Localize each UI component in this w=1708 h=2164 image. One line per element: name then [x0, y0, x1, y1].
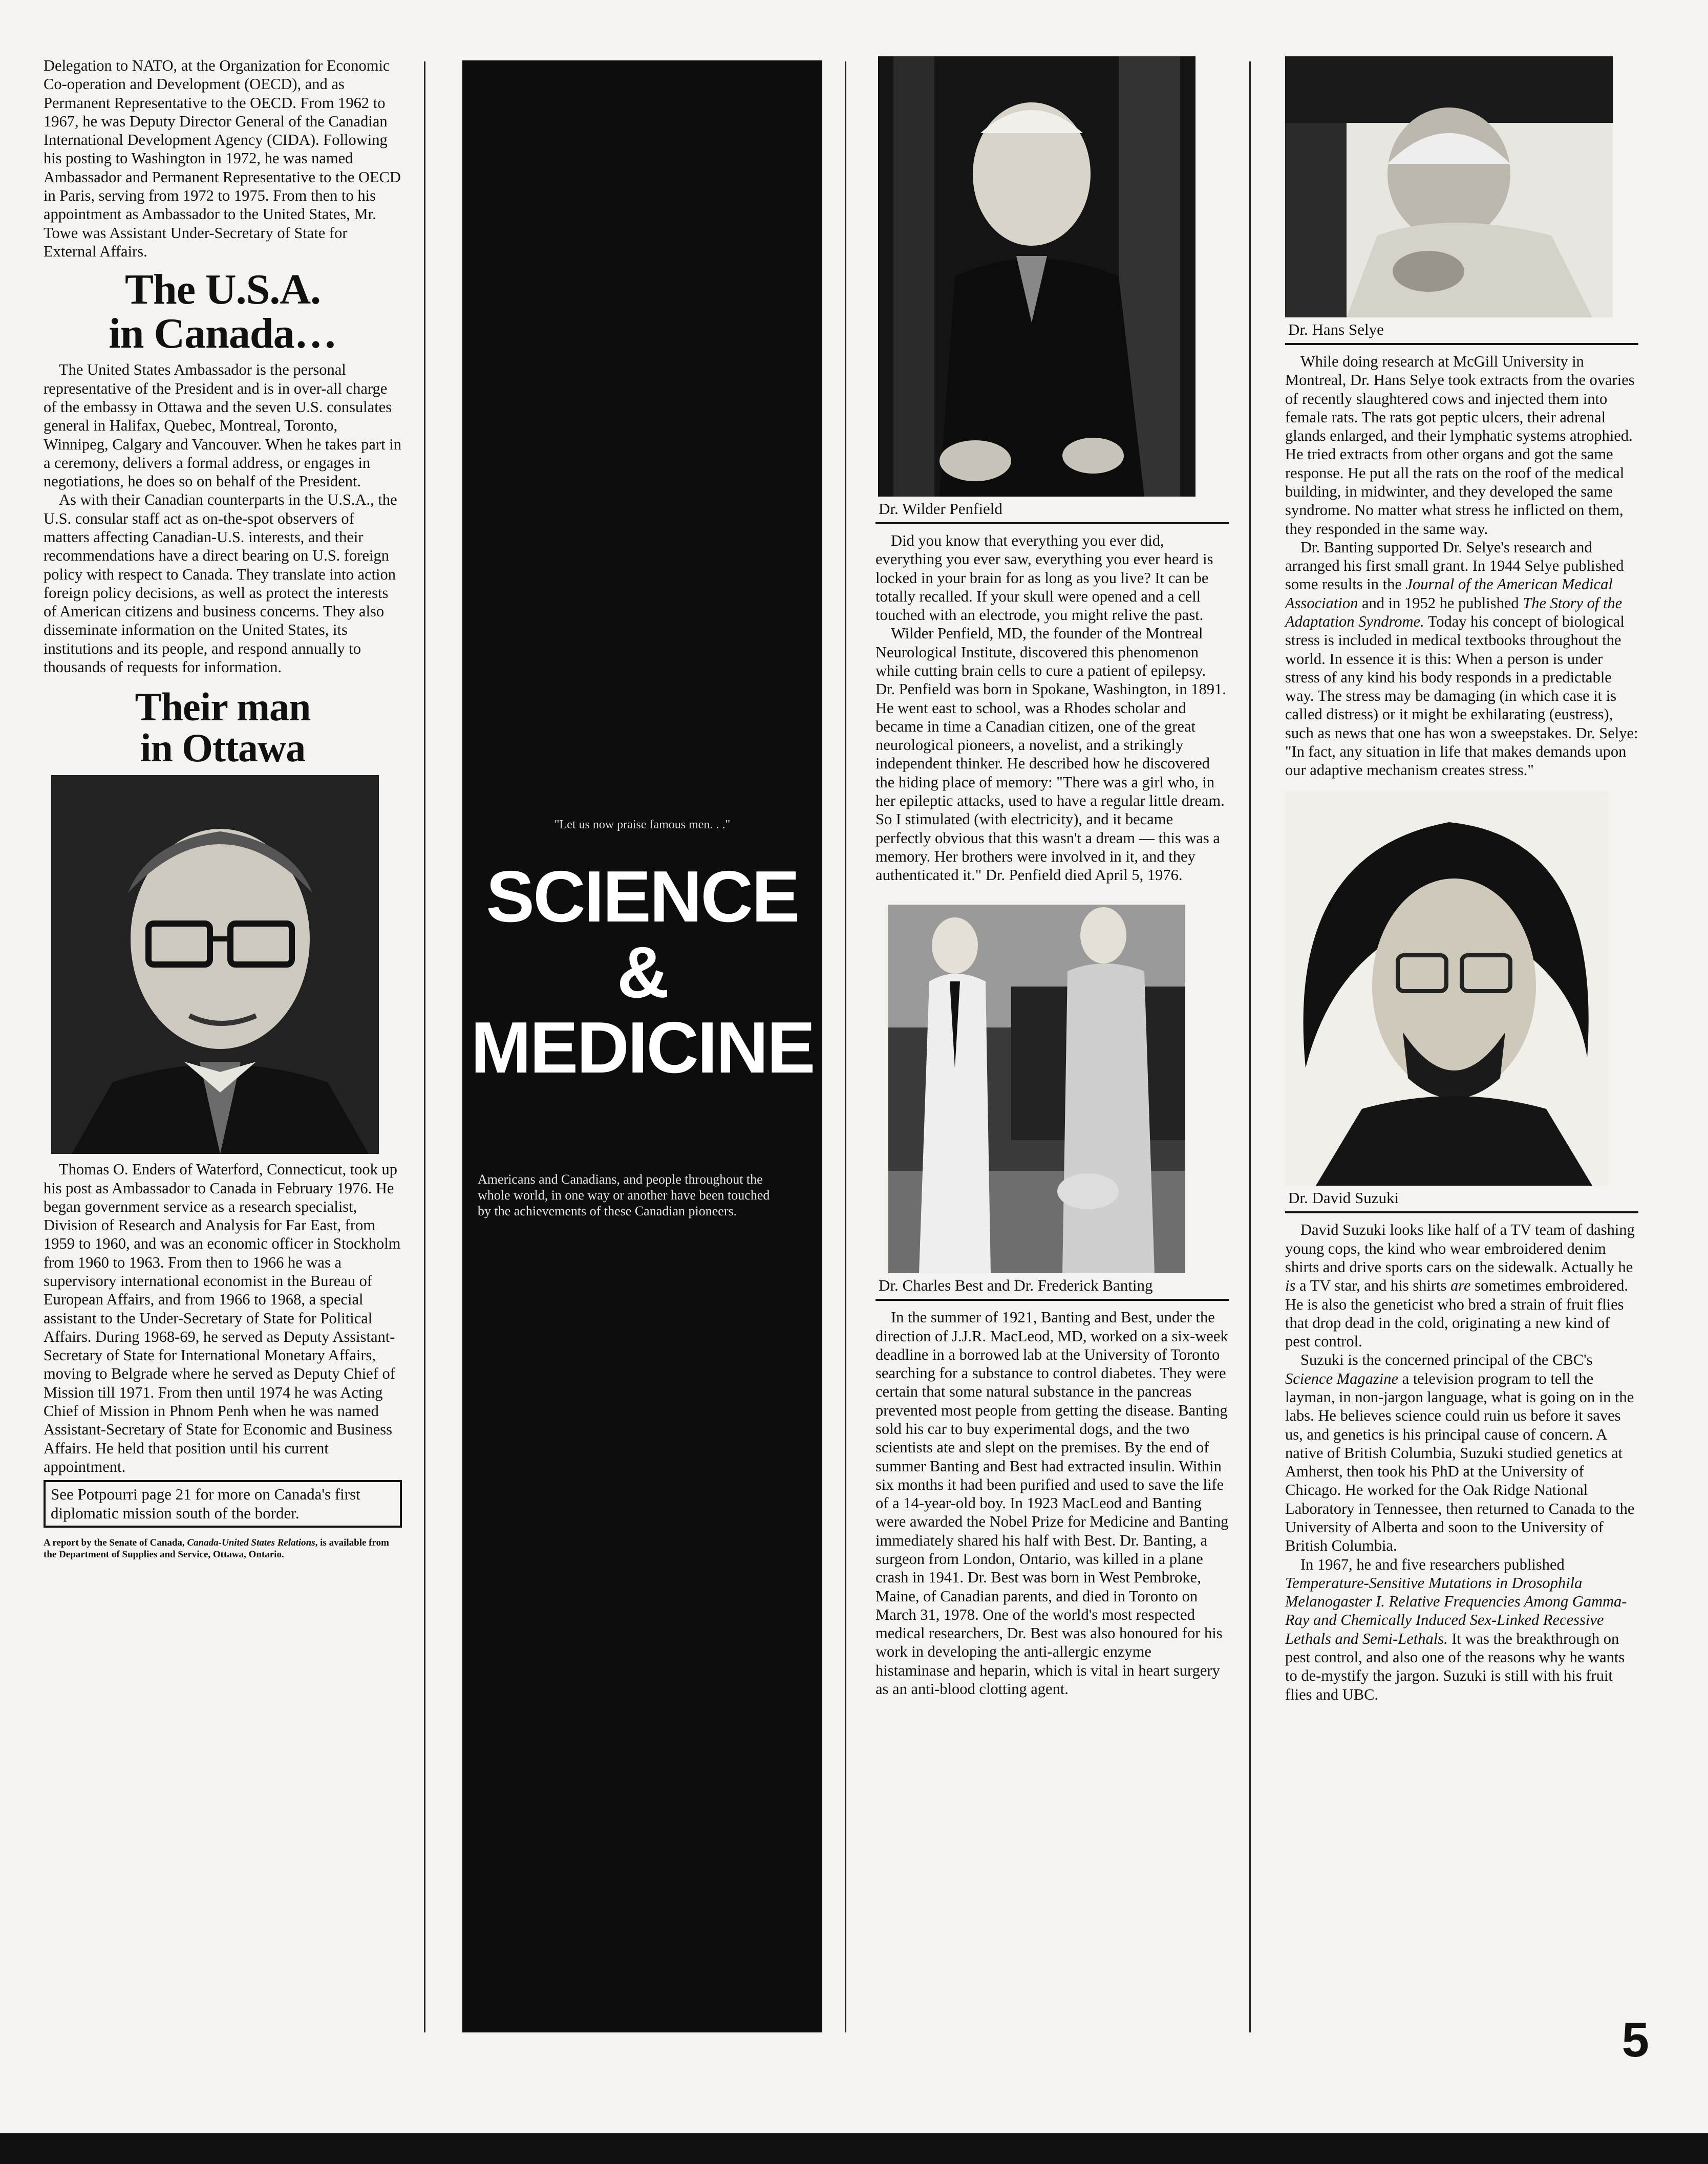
headline-usa-line2: in Canada… — [109, 309, 337, 357]
banner-intro-text: Americans and Canadians, and people throughout the whole world, in one way or another have been touched by the achievements of these Canadian pioneers. — [478, 1172, 770, 1219]
headline-their-man-line2: in Ottawa — [140, 725, 306, 770]
selye-p2-text-c: and in 1952 he published — [1358, 594, 1523, 612]
caption-selye: Dr. Hans Selye — [1288, 320, 1384, 338]
suzuki-p1-is: is — [1285, 1277, 1296, 1295]
caption-rule-suzuki — [1285, 1211, 1638, 1213]
headline-their-man-line1: Their man — [135, 684, 311, 730]
headline-usa-line1: The U.S.A. — [124, 266, 321, 314]
selye-p2-text-a: Dr. Banting supported Dr. Selye's research and arranged his first small grant. In 1944 Selye published some results in the — [1285, 538, 1624, 593]
photo-thomas-enders — [51, 775, 379, 1154]
caption-best-banting: Dr. Charles Best and Dr. Frederick Banting — [879, 1276, 1153, 1295]
selye-paragraph-2 — [1285, 538, 1638, 780]
banting-best-paragraph: In the summer of 1921, Banting and Best, under the direction of J.J.R. MacLeod, MD, worked on a six-week deadline in a borrowed lab at the University of Toronto searching for a substance to control diabetes. They were certain that some natural substance in the pancreas prevented most people from getting the disease. Banting sold his car to buy experimental dogs, and the two scientists ate and slept on the premises. By the end of summer Banting and Best had extracted insulin. Within six months it had been purified and used to save the life of a 14-year-old boy. In 1923 MacLeod and Banting were awarded the Nobel Prize for Medicine and Banting immediately shared his half with Best. Dr. Banting, a surgeon from London, Ontario, was killed in a plane crash in 1941. Dr. Best was born in West Pembroke, Maine, of Canadian parents, and died in Toronto on March 31, 1978. One of the world's most respected medical researchers, Dr. Best was also honoured for his work in developing the anti-allergic enzyme histaminase and heparin, which is vital in heart surgery as an anti-blood clotting agent. — [876, 1309, 1229, 1698]
banner-title — [462, 856, 822, 1089]
enders-article — [44, 1160, 402, 1476]
column-rule-2 — [845, 61, 846, 2032]
suzuki-article — [1285, 1220, 1638, 1703]
suzuki-paragraph-2 — [1285, 1351, 1638, 1555]
suzuki-p3-paper-title: Temperature-Sensitive Mutations in Drosophila Melanogaster I. Relative Frequencies Among Gamma-Ray and Chemically Induced Sex-Linked Recessive Lethals and Semi-Lethals. — [1285, 1574, 1627, 1647]
towe-bio-text: Delegation to NATO, at the Organization for Economic Co-operation and Development (OECD), and as Permanent Representative to the OECD. From 1962 to 1967, he was Deputy Director General of the Canadian International Development Agency (CIDA). Following his posting to Washington in 1972, he was named Ambassador and Permanent Representative to the OECD in Paris, serving from 1972 to 1975. From then to his appointment as Ambassador to the United States, Mr. Towe was Assistant Under-Secretary of State for External Affairs. — [44, 57, 401, 260]
selye-article — [1285, 352, 1638, 779]
usa-article — [44, 360, 402, 676]
best-banting-photo-image — [888, 905, 1185, 1273]
column-selye-suzuki — [1285, 56, 1638, 1704]
science-medicine-banner — [462, 60, 822, 2032]
penfield-paragraph-2: Wilder Penfield, MD, the founder of the Montreal Neurological Institute, discovered this phenomenon while cutting brain cells to cure a patient of epilepsy. Dr. Penfield was born in Spokane, Washington, in 1891. He went east to school, was a Rhodes scholar and became in time a Canadian citizen, one of the great neurological pioneers, a novelist, and a strikingly independent thinker. He described how he discovered the hiding place of memory: "There was a girl who, in her epileptic attacks, used to have a regular little dream. So I stimulated (with electricity), and it became perfectly obvious that this wasn't a dream — this was a memory. Her brothers were involved in it, and they authenticated it." Dr. Penfield died April 5, 1976. — [876, 625, 1226, 884]
potpourri-note-box: See Potpourri page 21 for more on Canada's first diplomatic mission south of the border. — [44, 1480, 402, 1528]
photo-wilder-penfield — [878, 56, 1195, 497]
suzuki-p3-text-a: In 1967, he and five researchers published — [1300, 1555, 1565, 1573]
banner-title-science: SCIENCE — [486, 856, 799, 937]
selye-portrait-image — [1285, 56, 1613, 317]
suzuki-p2-text-c: a television program to tell the layman, in non-jargon language, what is going on in the labs. He believes science could ruin us before it saves us, and genetics is his principal cause of concern. A native of British Columbia, Suzuki studied genetics at Amherst, then took his PhD at the University of Chicago. He worked for the Oak Ridge National Laboratory in Tennessee, then returned to Canada to the University of Alberta and soon to the University of British Columbia. — [1285, 1369, 1635, 1555]
enders-paragraph: Thomas O. Enders of Waterford, Connecticut, took up his post as Ambassador to Canada in February 1976. He began government service as a research specialist, Division of Research and Analysis for Far East, from 1959 to 1960, and was an economic officer in Stockholm from 1960 to 1963. From then to 1966 he was a supervisory international economist in the Bureau of European Affairs, and from 1966 to 1968, a special assistant to the Under-Secretary of State for Political Affairs. During 1968-69, he served as Deputy Assistant-Secretary of State for International Monetary Affairs, moving to Belgrade where he served as Deputy Chief of Mission till 1971. From then until 1974 he was Acting Chief of Mission in Phnom Penh when he was named Assistant-Secretary of State for Economic and Business Affairs. He held that position until his current appointment. — [44, 1161, 401, 1475]
selye-p2-journal: Journal of the American Medical Association — [1285, 575, 1613, 612]
suzuki-paragraph-1 — [1285, 1220, 1638, 1351]
suzuki-portrait-image — [1285, 791, 1608, 1186]
bottom-scan-edge — [0, 2133, 1708, 2164]
suzuki-p2-text-a: Suzuki is the concerned principal of the CBC's — [1300, 1351, 1593, 1369]
penfield-article — [876, 531, 1229, 884]
banting-best-article — [876, 1308, 1229, 1698]
banner-quote: "Let us now praise famous men. . ." — [554, 818, 731, 831]
column-rule-3 — [1249, 61, 1251, 2032]
caption-rule-selye — [1285, 343, 1638, 345]
page-number: 5 — [1621, 2012, 1649, 2067]
selye-p2-text-e: Today his concept of biological stress is included in medical textbooks throughout the world. In essence it is this: When a person is under stress of any kind his body responds in a predictable way. The stress may be damaging (in which case it is called distress) or it might be exhilarating (eustress), such as news that one has won a sweepstakes. Dr. Selye: "In fact, any situation in life that makes demands upon our adaptive mechanism creates stress." — [1285, 612, 1638, 779]
banner-title-ampersand: & — [616, 931, 668, 1013]
credit-report-title: Canada-United States Relations — [187, 1537, 315, 1549]
headline-usa-in-canada — [44, 268, 402, 355]
caption-penfield: Dr. Wilder Penfield — [879, 500, 1002, 518]
caption-suzuki: Dr. David Suzuki — [1288, 1189, 1399, 1207]
enders-portrait-image — [51, 775, 379, 1154]
usa-paragraph-1: The United States Ambassador is the personal representative of the President and is in over-all charge of the embassy in Ottawa and the seven U.S. consulates general in Halifax, Quebec, Montreal, Toronto, Winnipeg, Calgary and Vancouver. When he takes part in a ceremony, delivers a formal address, or engages in negotiations, he does so on behalf of the President. — [44, 361, 401, 490]
photo-best-banting — [888, 905, 1185, 1273]
intro-paragraph — [44, 56, 402, 261]
suzuki-p1-text-c: a TV star, and his shirts — [1295, 1277, 1450, 1295]
suzuki-p1-text-e: sometimes embroidered. He is also the geneticist who bred a strain of fruit flies that drop dead in the cold, originating a new kind of pest control. — [1285, 1277, 1628, 1351]
banner-title-medicine: MEDICINE — [471, 1007, 814, 1089]
senate-report-credit — [44, 1537, 402, 1560]
selye-paragraph-1: While doing research at McGill University in Montreal, Dr. Hans Selye took extracts from the ovaries of recently slaughtered cows and injected them into female rats. The rats got peptic ulcers, their adrenal glands enlarged, and their lymphatic systems atrophied. He tried extracts from other organs and got the same response. He put all the rats on the roof of the medical building, in midwinter, and they developed the same syndrome. No matter what stress he inflicted on them, they responded in the same way. — [1285, 353, 1635, 538]
penfield-paragraph-1: Did you know that everything you ever did, everything you ever saw, everything you ever heard is locked in your brain for as long as you live? It can be totally recalled. If your skull were opened and a cell touched with an electrode, you might relive the past. — [876, 532, 1213, 624]
usa-paragraph-2: As with their Canadian counterparts in the U.S.A., the U.S. consular staff act as on-the-spot observers of matters affecting Canadian-U.S. interests, and their recommendations have a direct bearing on U.S. foreign policy with respect to Canada. They translate into action foreign policy decisions, as well as protect the interests of American citizens and business concerns. They also disseminate information on the United States, its institutions and its people, and respond annually to thousands of requests for information. — [44, 491, 397, 676]
credit-text-a: A report by the Senate of Canada, — [44, 1537, 187, 1549]
credit-text-c: , is available from the Department of Supplies and Service, Ottawa, Ontario. — [44, 1537, 389, 1560]
headline-their-man — [44, 684, 402, 770]
column-ambassadors — [44, 56, 402, 1561]
penfield-portrait-image — [878, 56, 1195, 497]
caption-rule-penfield — [876, 522, 1229, 524]
suzuki-p1-text-a: David Suzuki looks like half of a TV team of dashing young cops, the kind who wear embroidered denim shirts and drive sports cars on the sidewalk. Actually he — [1285, 1221, 1635, 1276]
column-rule-1 — [424, 61, 425, 2032]
suzuki-paragraph-3 — [1285, 1555, 1638, 1704]
photo-hans-selye — [1285, 56, 1613, 317]
caption-rule-best-banting — [876, 1299, 1229, 1301]
column-penfield-banting — [876, 56, 1229, 1698]
suzuki-p3-text-c: It was the breakthrough on pest control, and also one of the reasons why he wants to de-mystify the jargon. Suzuki is still with his fruit flies and UBC. — [1285, 1630, 1625, 1703]
selye-p2-book: The Story of the Adaptation Syndrome. — [1285, 594, 1622, 630]
suzuki-p2-show-title: Science Magazine — [1285, 1369, 1399, 1387]
photo-david-suzuki — [1285, 791, 1608, 1186]
suzuki-p1-are: are — [1450, 1277, 1471, 1295]
